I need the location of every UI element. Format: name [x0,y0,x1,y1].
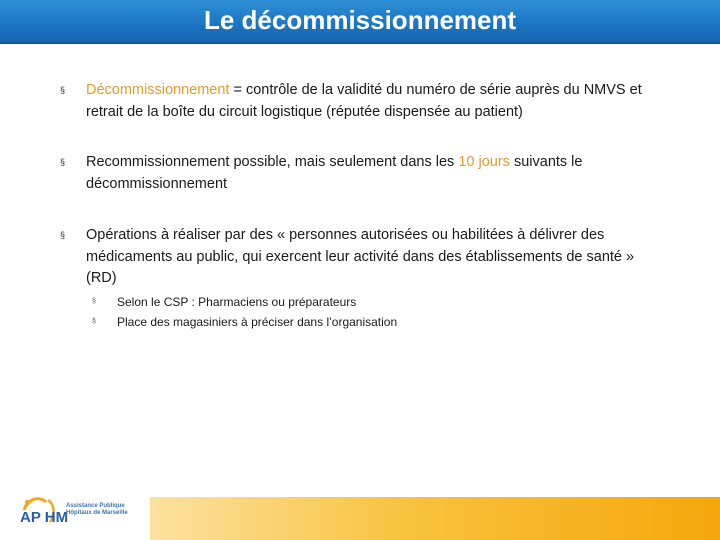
bullet-text-after: = contrôle de la validité du numéro de série auprès du NMVS et retrait de la boîte du circuit logistique (réputée dispensée au patient) [86,82,642,120]
footer-bar [150,497,720,540]
bullet-text-after: suivants le décommissionnement [86,154,583,192]
title-bar [0,0,720,44]
bullet-text [86,80,666,123]
sub-bullet-text: Place des magasiniers à préciser dans l’organisation [117,315,398,329]
sub-bullet-marker: § [92,318,96,325]
bullet-marker: § [60,230,66,240]
sub-bullet-marker: § [92,298,96,305]
logo-subtitle-line2: Hôpitaux de Marseille [66,510,128,516]
logo-subtitle [66,503,128,517]
highlight-term: Décommissionnement [86,82,230,98]
bullet-text [86,152,666,195]
bullet-marker: § [60,157,66,167]
sub-bullet-text: Selon le CSP : Pharmaciens ou préparateurs [117,295,357,309]
bullet-text: Opérations à réaliser par des « personnes autorisées ou habilitées à délivrer des médicaments au public, qui exercent leur activité dans des établissements de santé » (RD) [86,227,635,286]
highlight-days: 10 jours [458,154,510,170]
slide-title: Le décommissionnement [203,5,517,35]
bullet-text-before: Recommissionnement possible, mais seulement dans les [86,154,459,170]
logo-text: AP HM [20,509,69,526]
logo-subtitle-line1: Assistance Publique [66,503,125,509]
bullet-marker: § [60,85,66,95]
